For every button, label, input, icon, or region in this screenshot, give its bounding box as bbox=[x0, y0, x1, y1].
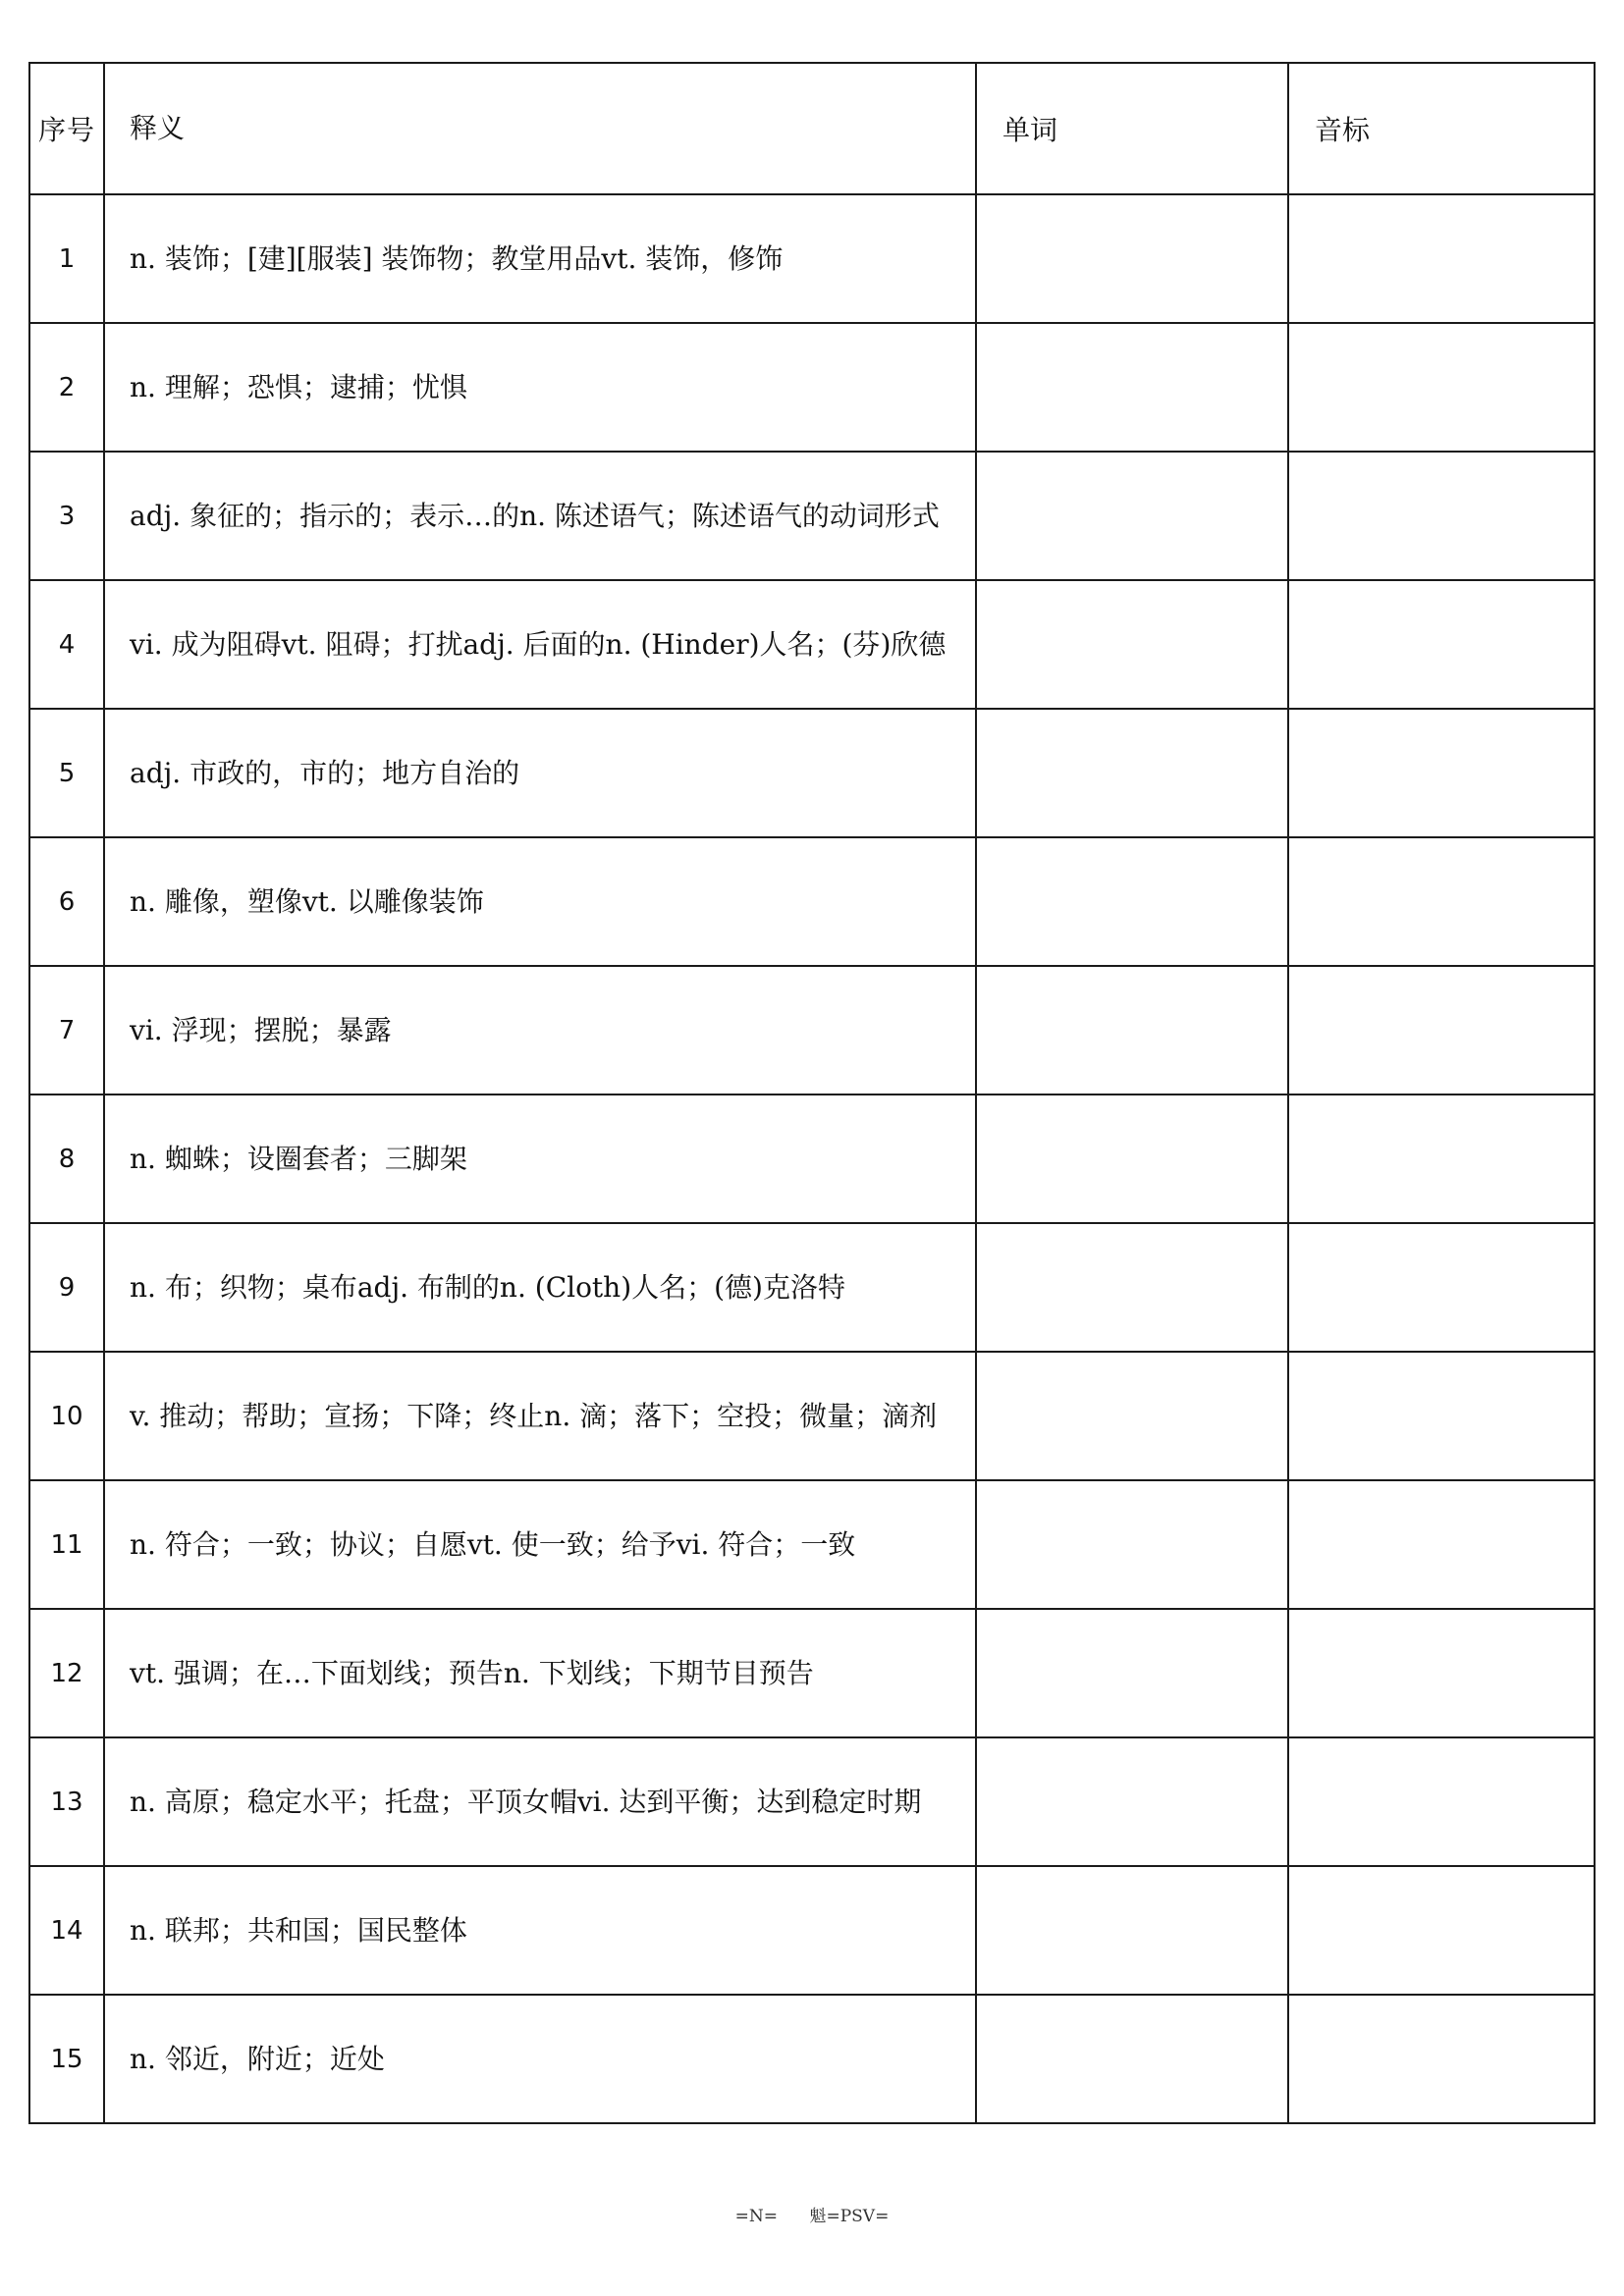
row-definition: n. 理解；恐惧；逮捕；忧惧 bbox=[104, 323, 976, 452]
row-definition: n. 布；织物；桌布adj. 布制的n. (Cloth)人名；(德)克洛特 bbox=[104, 1223, 976, 1352]
row-number: 2 bbox=[29, 323, 104, 452]
row-definition: vi. 浮现；摆脱；暴露 bbox=[104, 966, 976, 1095]
row-word-blank[interactable] bbox=[976, 1095, 1288, 1223]
row-number: 15 bbox=[29, 1995, 104, 2123]
row-number: 10 bbox=[29, 1352, 104, 1480]
row-definition: vi. 成为阻碍vt. 阻碍；打扰adj. 后面的n. (Hinder)人名；(芬)欣德 bbox=[104, 580, 976, 709]
row-definition: n. 装饰；[建][服装] 装饰物；教堂用品vt. 装饰，修饰 bbox=[104, 194, 976, 323]
table-row bbox=[29, 966, 1595, 1095]
row-definition: n. 雕像，塑像vt. 以雕像装饰 bbox=[104, 837, 976, 966]
vocabulary-table bbox=[28, 62, 1596, 2124]
header-word: 单词 bbox=[976, 63, 1288, 194]
row-phonetic-blank[interactable] bbox=[1288, 194, 1595, 323]
row-phonetic-blank[interactable] bbox=[1288, 966, 1595, 1095]
table-row bbox=[29, 1095, 1595, 1223]
row-definition: adj. 象征的；指示的；表示…的n. 陈述语气；陈述语气的动词形式 bbox=[104, 452, 976, 580]
row-word-blank[interactable] bbox=[976, 194, 1288, 323]
row-number: 4 bbox=[29, 580, 104, 709]
row-number: 11 bbox=[29, 1480, 104, 1609]
row-phonetic-blank[interactable] bbox=[1288, 1609, 1595, 1737]
row-phonetic-blank[interactable] bbox=[1288, 1866, 1595, 1995]
row-number: 1 bbox=[29, 194, 104, 323]
row-phonetic-blank[interactable] bbox=[1288, 1352, 1595, 1480]
table-row bbox=[29, 1995, 1595, 2123]
vocabulary-sheet bbox=[28, 62, 1594, 2124]
table-row bbox=[29, 1737, 1595, 1866]
row-phonetic-blank[interactable] bbox=[1288, 837, 1595, 966]
row-word-blank[interactable] bbox=[976, 837, 1288, 966]
row-definition: adj. 市政的，市的；地方自治的 bbox=[104, 709, 976, 837]
row-definition: n. 邻近，附近；近处 bbox=[104, 1995, 976, 2123]
row-word-blank[interactable] bbox=[976, 1995, 1288, 2123]
row-phonetic-blank[interactable] bbox=[1288, 1737, 1595, 1866]
row-definition: n. 高原；稳定水平；托盘；平顶女帽vi. 达到平衡；达到稳定时期 bbox=[104, 1737, 976, 1866]
table-row bbox=[29, 1480, 1595, 1609]
row-number: 14 bbox=[29, 1866, 104, 1995]
row-phonetic-blank[interactable] bbox=[1288, 1995, 1595, 2123]
row-word-blank[interactable] bbox=[976, 1866, 1288, 1995]
header-number: 序号 bbox=[29, 63, 104, 194]
table-row bbox=[29, 1866, 1595, 1995]
row-definition: n. 联邦；共和国；国民整体 bbox=[104, 1866, 976, 1995]
row-word-blank[interactable] bbox=[976, 1223, 1288, 1352]
row-word-blank[interactable] bbox=[976, 452, 1288, 580]
row-definition: n. 符合；一致；协议；自愿vt. 使一致；给予vi. 符合；一致 bbox=[104, 1480, 976, 1609]
page-footer: =N= 魁=PSV= bbox=[734, 2207, 890, 2226]
row-word-blank[interactable] bbox=[976, 323, 1288, 452]
table-row bbox=[29, 709, 1595, 837]
row-word-blank[interactable] bbox=[976, 1352, 1288, 1480]
table-row bbox=[29, 452, 1595, 580]
row-phonetic-blank[interactable] bbox=[1288, 323, 1595, 452]
row-phonetic-blank[interactable] bbox=[1288, 1095, 1595, 1223]
row-number: 8 bbox=[29, 1095, 104, 1223]
row-phonetic-blank[interactable] bbox=[1288, 1223, 1595, 1352]
row-definition: n. 蜘蛛；设圈套者；三脚架 bbox=[104, 1095, 976, 1223]
row-phonetic-blank[interactable] bbox=[1288, 452, 1595, 580]
row-word-blank[interactable] bbox=[976, 1609, 1288, 1737]
row-word-blank[interactable] bbox=[976, 1737, 1288, 1866]
row-definition: v. 推动；帮助；宣扬；下降；终止n. 滴；落下；空投；微量；滴剂 bbox=[104, 1352, 976, 1480]
row-phonetic-blank[interactable] bbox=[1288, 709, 1595, 837]
row-number: 13 bbox=[29, 1737, 104, 1866]
table-row bbox=[29, 837, 1595, 966]
table-row bbox=[29, 323, 1595, 452]
row-number: 6 bbox=[29, 837, 104, 966]
table-row bbox=[29, 1609, 1595, 1737]
header-phonetic: 音标 bbox=[1288, 63, 1595, 194]
row-number: 12 bbox=[29, 1609, 104, 1737]
row-number: 9 bbox=[29, 1223, 104, 1352]
table-header-row bbox=[29, 63, 1595, 194]
row-word-blank[interactable] bbox=[976, 1480, 1288, 1609]
table-row bbox=[29, 580, 1595, 709]
row-phonetic-blank[interactable] bbox=[1288, 1480, 1595, 1609]
vocabulary-table-body bbox=[29, 63, 1595, 2123]
table-row bbox=[29, 1352, 1595, 1480]
row-definition: vt. 强调；在…下面划线；预告n. 下划线；下期节目预告 bbox=[104, 1609, 976, 1737]
row-number: 5 bbox=[29, 709, 104, 837]
table-row bbox=[29, 1223, 1595, 1352]
table-row bbox=[29, 194, 1595, 323]
row-word-blank[interactable] bbox=[976, 580, 1288, 709]
row-word-blank[interactable] bbox=[976, 966, 1288, 1095]
row-word-blank[interactable] bbox=[976, 709, 1288, 837]
row-phonetic-blank[interactable] bbox=[1288, 580, 1595, 709]
row-number: 7 bbox=[29, 966, 104, 1095]
row-number: 3 bbox=[29, 452, 104, 580]
header-definition: 释义 bbox=[104, 63, 976, 194]
